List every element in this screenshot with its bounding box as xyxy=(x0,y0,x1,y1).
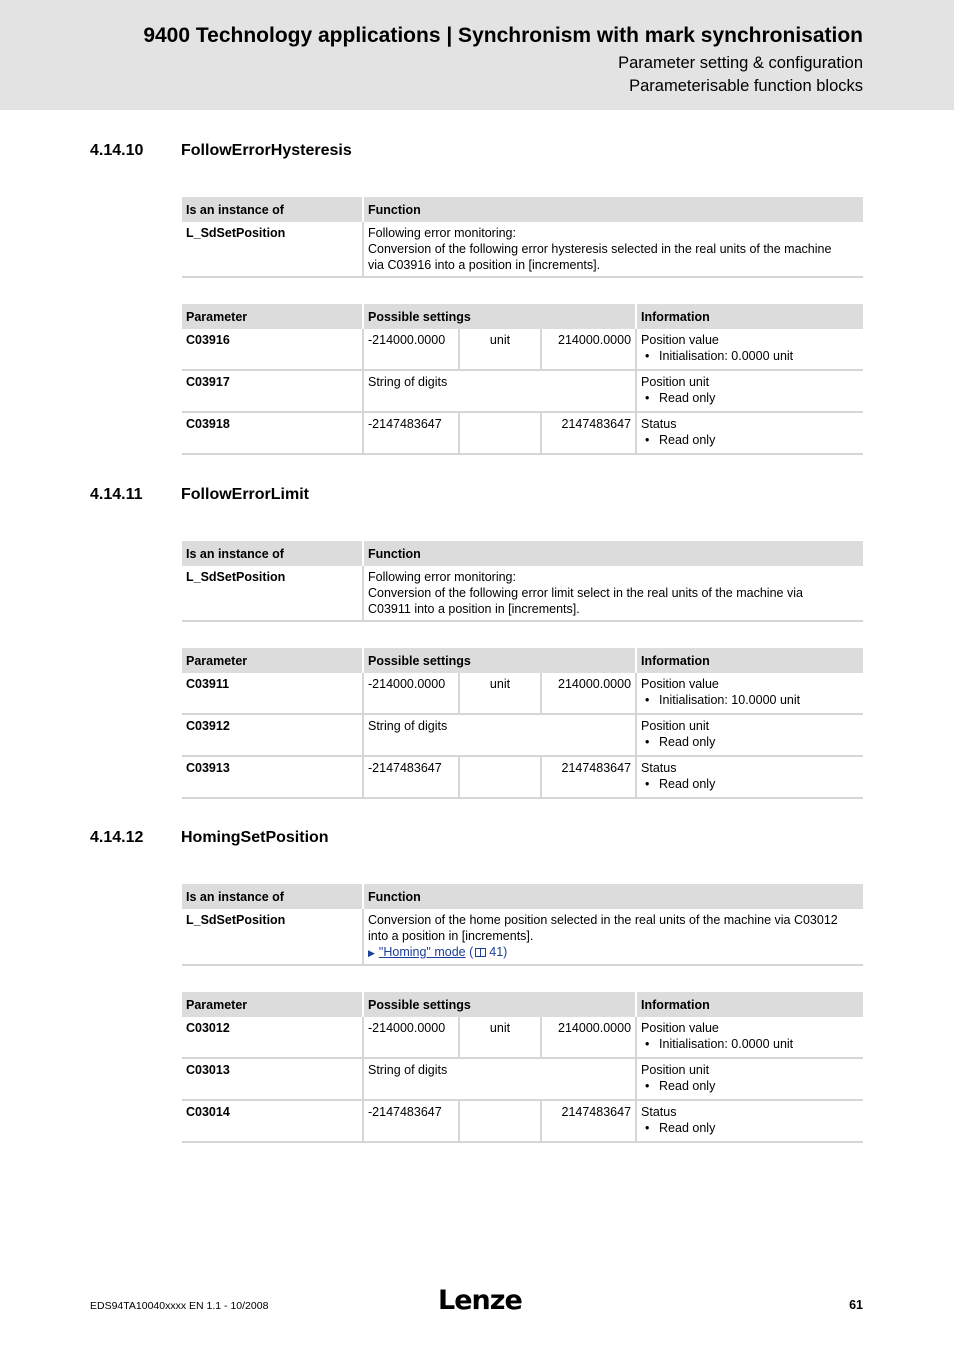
section-number: 4.14.10 xyxy=(90,142,144,159)
page-number: 61 xyxy=(849,1298,863,1312)
triangle-right-icon: ▶ xyxy=(368,948,375,958)
document-id: EDS94TA10040xxxx EN 1.1 - 10/2008 xyxy=(90,1300,269,1312)
information-cell xyxy=(636,329,863,370)
setting-min: -214000.0000 xyxy=(363,329,459,370)
table-row xyxy=(182,329,863,370)
setting-max: 214000.0000 xyxy=(541,673,636,714)
setting-unit xyxy=(459,756,541,798)
function-line: Conversion of the home position selected in the real units of the machine via C03012 xyxy=(368,913,838,927)
function-line: Following error monitoring: xyxy=(368,226,516,240)
info-detail: • Initialisation: 0.0000 unit xyxy=(641,1036,859,1052)
instance-name: L_SdSetPosition xyxy=(182,566,363,621)
info-label: Position unit xyxy=(641,719,710,733)
parameter-code: C03912 xyxy=(182,714,363,756)
function-line: Following error monitoring: xyxy=(368,570,516,584)
section-heading xyxy=(90,829,329,847)
parameter-code: C03916 xyxy=(182,329,363,370)
table-row xyxy=(182,673,863,714)
setting-min: -2147483647 xyxy=(363,756,459,798)
information-header: Information xyxy=(636,648,863,673)
page-subtitle-2: Parameterisable function blocks xyxy=(629,77,863,95)
setting-min: -214000.0000 xyxy=(363,673,459,714)
settings-header: Possible settings xyxy=(363,992,636,1017)
setting-unit: unit xyxy=(459,329,541,370)
parameter-header: Parameter xyxy=(182,992,363,1017)
settings-header: Possible settings xyxy=(363,304,636,329)
setting-unit: unit xyxy=(459,673,541,714)
table-row xyxy=(182,756,863,798)
parameter-header: Parameter xyxy=(182,648,363,673)
info-label: Status xyxy=(641,1105,677,1119)
setting-unit xyxy=(459,1100,541,1142)
link-page[interactable]: 41 xyxy=(489,945,504,959)
info-detail: • Read only xyxy=(641,1078,859,1094)
section-heading xyxy=(90,486,309,504)
info-detail: • Read only xyxy=(641,390,859,406)
section-number: 4.14.12 xyxy=(90,829,144,846)
parameter-code: C03918 xyxy=(182,412,363,454)
parameter-table xyxy=(182,648,863,799)
information-cell xyxy=(636,673,863,714)
function-header: Function xyxy=(363,197,863,222)
information-cell xyxy=(636,370,863,412)
parameter-header: Parameter xyxy=(182,304,363,329)
parameter-code: C03913 xyxy=(182,756,363,798)
cross-reference: ▶ "Homing" mode ( 41) xyxy=(368,945,508,959)
section-title: HomingSetPosition xyxy=(181,829,329,846)
page-title: 9400 Technology applications | Synchronism with mark synchronisation xyxy=(143,24,863,47)
info-label: Position unit xyxy=(641,375,710,389)
information-header: Information xyxy=(636,992,863,1017)
info-label: Status xyxy=(641,417,677,431)
settings-header: Possible settings xyxy=(363,648,636,673)
instance-name: L_SdSetPosition xyxy=(182,222,363,277)
section-title: FollowErrorHysteresis xyxy=(181,142,352,159)
info-detail: • Initialisation: 10.0000 unit xyxy=(641,692,859,708)
parameter-table xyxy=(182,992,863,1143)
function-line: Conversion of the following error limit select in the real units of the machine via xyxy=(368,586,803,600)
instance-name: L_SdSetPosition xyxy=(182,909,363,965)
parameter-code: C03014 xyxy=(182,1100,363,1142)
setting-max: 2147483647 xyxy=(541,412,636,454)
info-label: Position value xyxy=(641,1021,719,1035)
page-header xyxy=(0,0,954,110)
setting-text: String of digits xyxy=(363,370,636,412)
section-heading xyxy=(90,142,352,160)
setting-unit xyxy=(459,412,541,454)
function-header: Function xyxy=(363,884,863,909)
information-cell xyxy=(636,1100,863,1142)
page-subtitle-1: Parameter setting & configuration xyxy=(618,54,863,72)
function-line: Conversion of the following error hysteresis selected in the real units of the machine xyxy=(368,242,832,256)
setting-min: -2147483647 xyxy=(363,1100,459,1142)
function-header: Function xyxy=(363,541,863,566)
function-description xyxy=(363,909,863,965)
table-row xyxy=(182,1017,863,1058)
setting-max: 2147483647 xyxy=(541,1100,636,1142)
info-label: Status xyxy=(641,761,677,775)
setting-min: -2147483647 xyxy=(363,412,459,454)
table-row xyxy=(182,1058,863,1100)
lenze-logo: Lenze xyxy=(438,1285,522,1316)
info-label: Position value xyxy=(641,333,719,347)
table-row xyxy=(182,412,863,454)
information-cell xyxy=(636,714,863,756)
instance-header: Is an instance of xyxy=(182,197,363,222)
instance-header: Is an instance of xyxy=(182,541,363,566)
table-row xyxy=(182,1100,863,1142)
function-line: via C03916 into a position in [increments]. xyxy=(368,258,601,272)
book-icon xyxy=(475,948,486,957)
information-cell xyxy=(636,1058,863,1100)
information-header: Information xyxy=(636,304,863,329)
parameter-code: C03917 xyxy=(182,370,363,412)
info-detail: • Read only xyxy=(641,776,859,792)
function-line: C03911 into a position in [increments]. xyxy=(368,602,580,616)
setting-min: -214000.0000 xyxy=(363,1017,459,1058)
instance-table xyxy=(182,541,863,622)
parameter-table xyxy=(182,304,863,455)
instance-header: Is an instance of xyxy=(182,884,363,909)
parameter-code: C03012 xyxy=(182,1017,363,1058)
section-title: FollowErrorLimit xyxy=(181,486,309,503)
instance-table xyxy=(182,197,863,278)
table-row xyxy=(182,370,863,412)
instance-table xyxy=(182,884,863,966)
info-detail: • Read only xyxy=(641,432,859,448)
information-cell xyxy=(636,756,863,798)
setting-text: String of digits xyxy=(363,714,636,756)
function-line: into a position in [increments]. xyxy=(368,929,534,943)
information-cell xyxy=(636,1017,863,1058)
setting-text: String of digits xyxy=(363,1058,636,1100)
parameter-code: C03013 xyxy=(182,1058,363,1100)
table-row xyxy=(182,714,863,756)
info-label: Position unit xyxy=(641,1063,710,1077)
information-cell xyxy=(636,412,863,454)
homing-mode-link[interactable]: "Homing" mode xyxy=(378,945,466,959)
setting-unit: unit xyxy=(459,1017,541,1058)
setting-max: 2147483647 xyxy=(541,756,636,798)
function-description xyxy=(363,566,863,621)
function-description xyxy=(363,222,863,277)
info-detail: • Read only xyxy=(641,734,859,750)
info-label: Position value xyxy=(641,677,719,691)
info-detail: • Read only xyxy=(641,1120,859,1136)
info-detail: • Initialisation: 0.0000 unit xyxy=(641,348,859,364)
setting-max: 214000.0000 xyxy=(541,1017,636,1058)
parameter-code: C03911 xyxy=(182,673,363,714)
setting-max: 214000.0000 xyxy=(541,329,636,370)
section-number: 4.14.11 xyxy=(90,486,143,503)
